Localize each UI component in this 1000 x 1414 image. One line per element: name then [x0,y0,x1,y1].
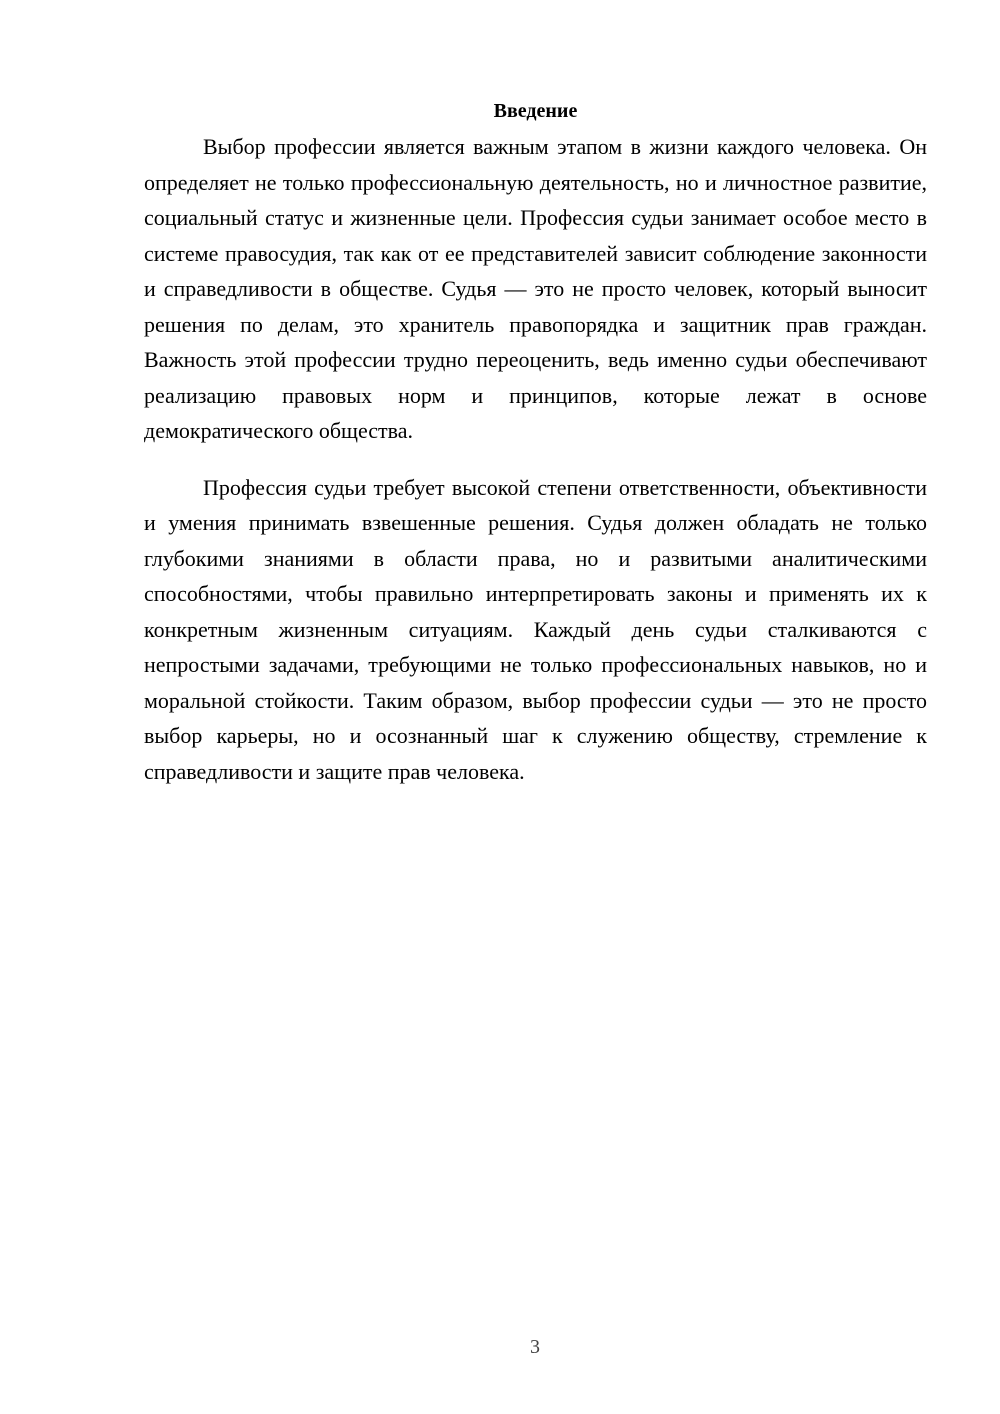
section-heading: Введение [493,100,578,122]
page-content [144,96,927,789]
paragraph-1: Выбор профессии является важным этапом в жизни каждого человека. Он определяет не только профессиональную деятельность, но и личностное развитие, социальный статус и жизненные цели. Профессия судьи занимает особое место в системе правосудия, так как от ее представителей зависит соблюдение законности и справедливости в обществе. Судья — это не просто человек, который выносит решения по делам, это хранитель правопорядка и защитник прав граждан. Важность этой профессии трудно переоценить, ведь именно судьи обеспечивают реализацию правовых норм и принципов, которые лежат в основе демократического общества. [144,134,927,443]
paragraph-2: Профессия судьи требует высокой степени ответственности, объективности и умения принимать взвешенные решения. Судья должен обладать не только глубокими знаниями в области права, но и развитыми аналитическими способностями, чтобы правильно интерпретировать законы и применять их к конкретным жизненным ситуациям. Каждый день судьи сталкиваются с непростыми задачами, требующими не только профессиональных навыков, но и моральной стойкости. Таким образом, выбор профессии судьи — это не просто выбор карьеры, но и осознанный шаг к служению обществу, стремление к справедливости и защите прав человека. [144,474,927,784]
page-number: 3 [530,1336,540,1358]
